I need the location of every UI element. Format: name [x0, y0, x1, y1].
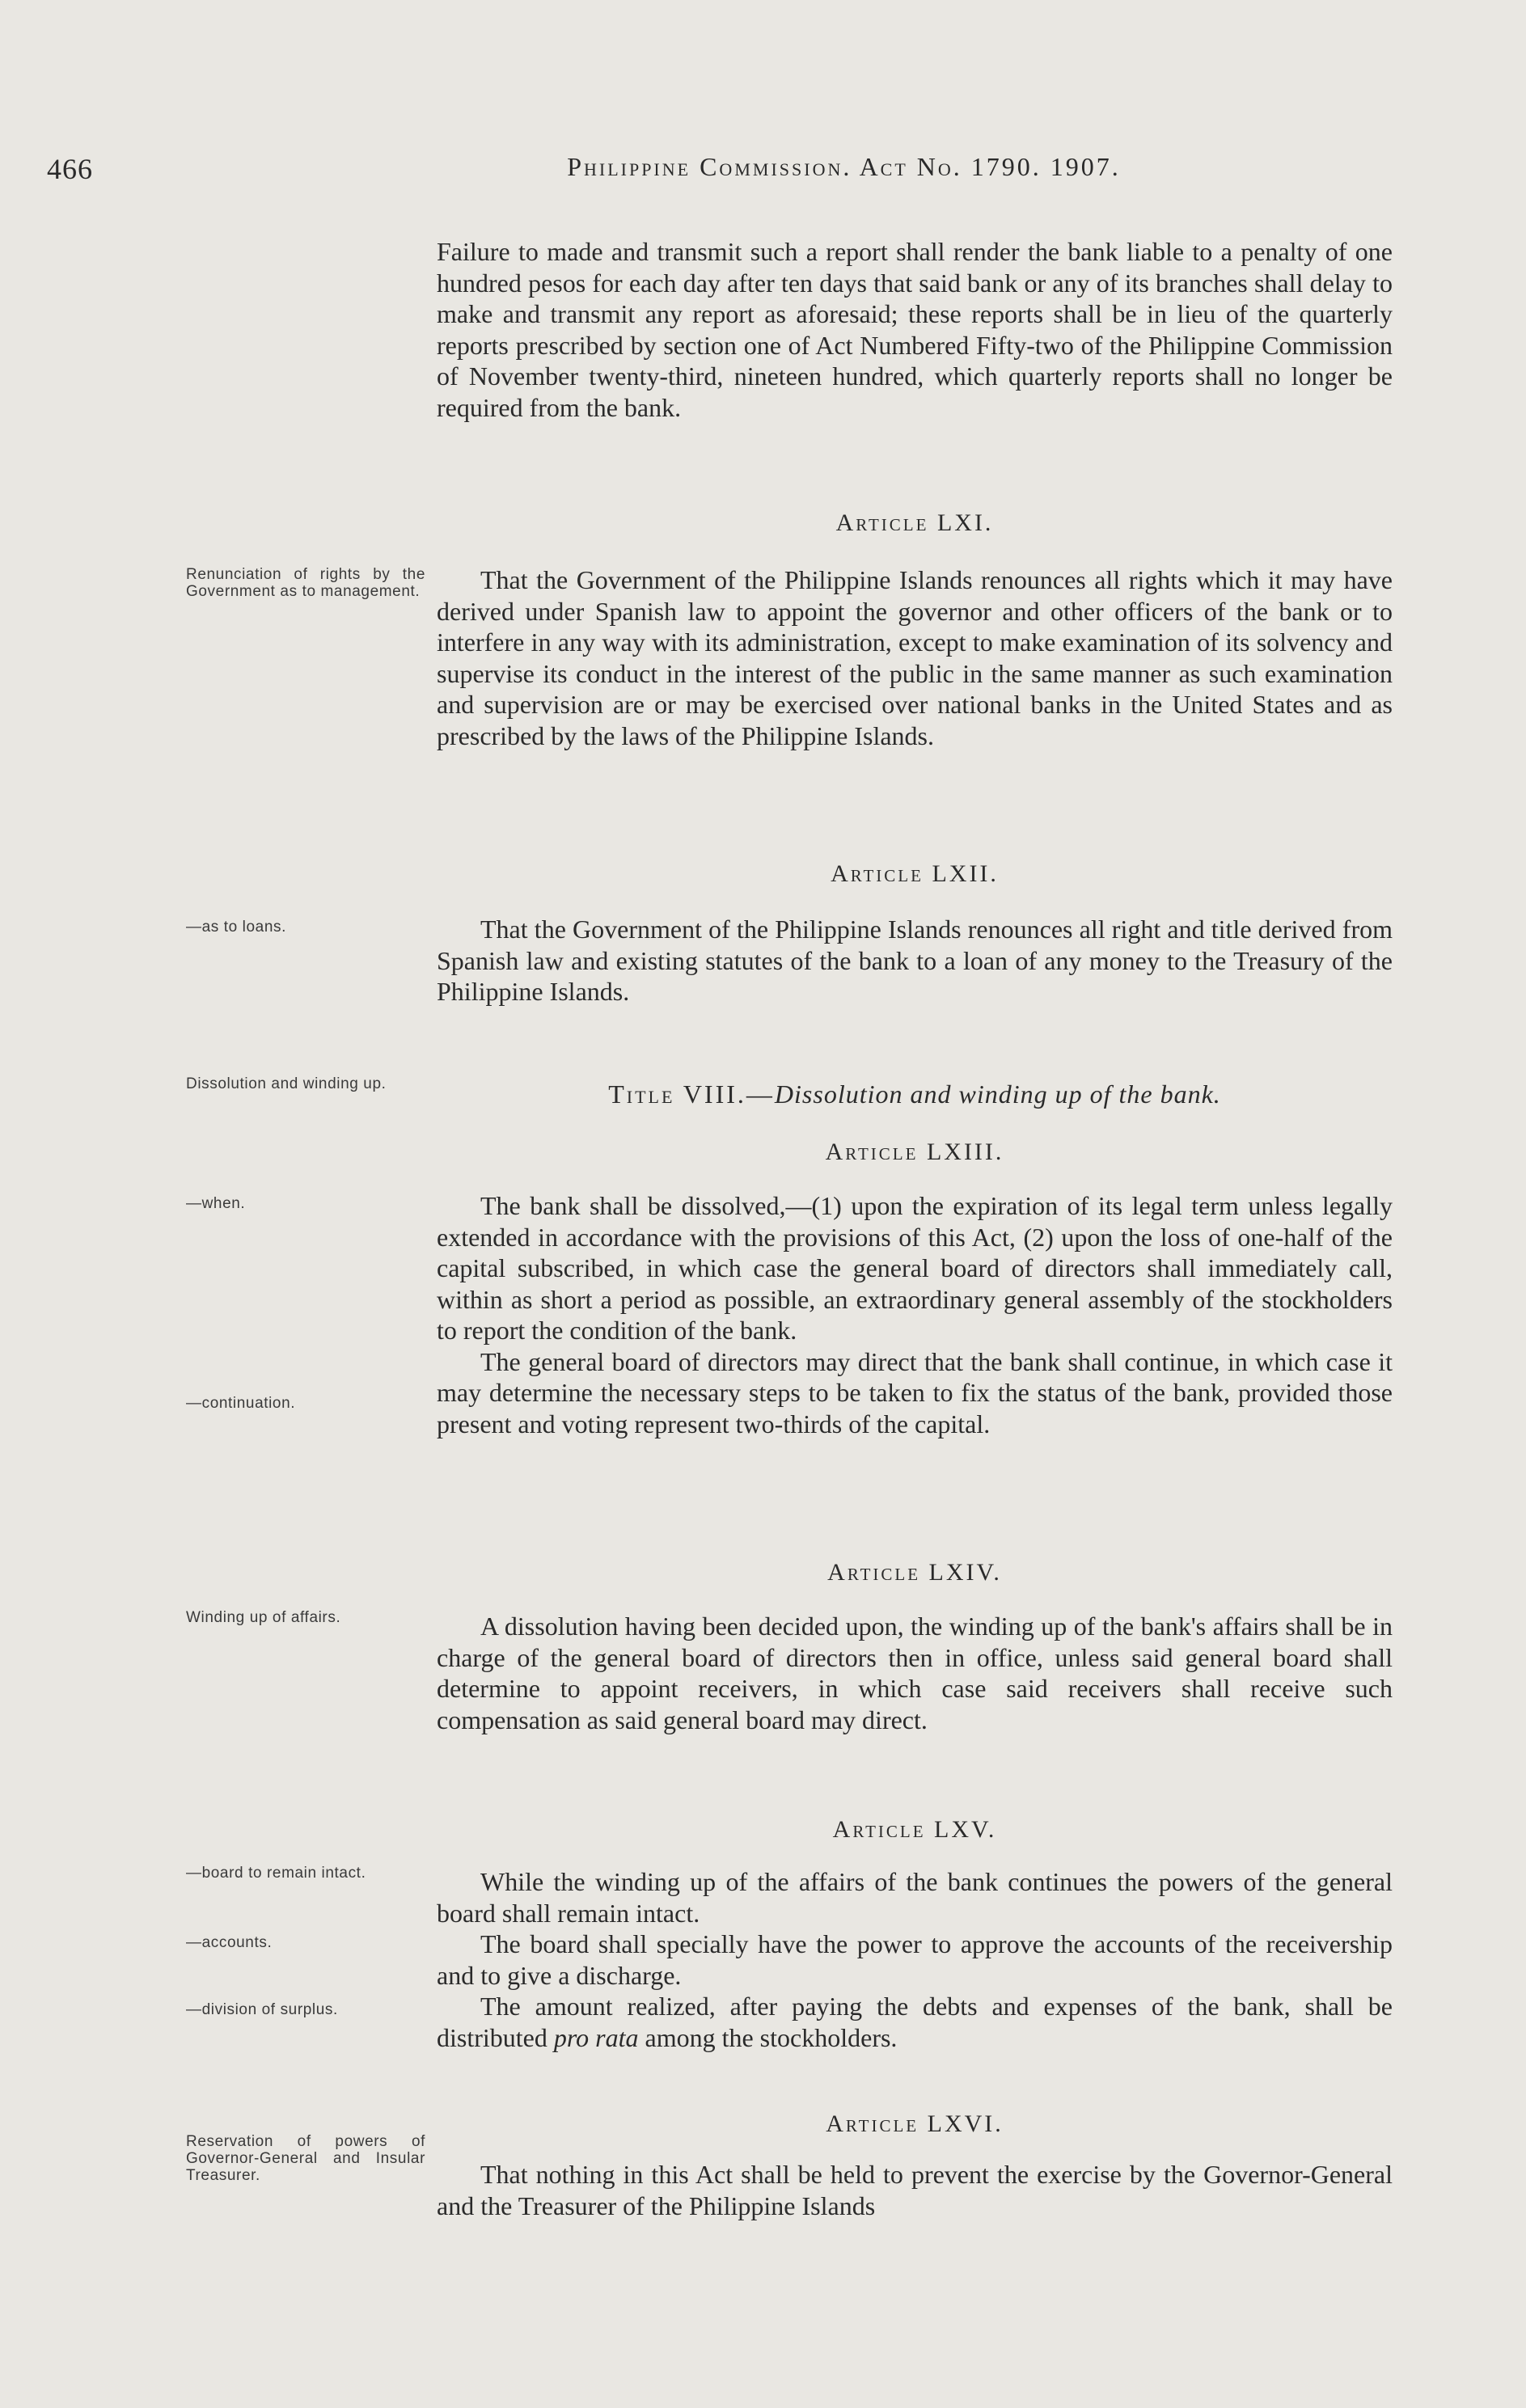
article-heading-lxvi: Article LXVI. — [826, 2110, 1004, 2137]
margin-note-division-surplus: —division of surplus. — [186, 2001, 338, 2018]
article-lxiii-body — [437, 1190, 1393, 1439]
margin-note-board-intact: —board to remain intact. — [186, 1865, 366, 1882]
page-number: 466 — [47, 153, 93, 185]
article-lxi-body — [437, 564, 1393, 751]
paragraph-art65-distribution — [437, 1991, 1393, 2053]
paragraph-art65-accounts: The board shall specially have the power to approve the accounts of the receivership and to give a discharge. — [437, 1929, 1393, 1990]
title-viii-heading — [437, 1079, 1393, 1109]
title-label: Title VIII.— — [608, 1079, 775, 1109]
paragraph-art66: That nothing in this Act shall be held to prevent the exercise by the Governor-General and the Treasurer of the Philippine Islands — [437, 2160, 1393, 2220]
article-heading-lxi: Article LXI. — [835, 509, 994, 536]
art65-c-italic: pro rata — [553, 2022, 639, 2052]
paragraph-art61: That the Government of the Philippine Islands renounces all rights which it may have derived under Spanish law to appoint the governor and other officers of the bank or to interfere in any way with its administration, except to make examination of its solvency and supervise its conduct in the interest of the public in the same manner as such examination and supervision are or may be exercised over national banks in the United States and as prescribed by the laws of the Philippine Islands. — [437, 565, 1393, 750]
margin-note-renunciation: Renunciation of rights by the Government as to management. — [186, 566, 425, 600]
body-paragraph — [437, 236, 1393, 423]
margin-note-when: —when. — [186, 1195, 246, 1212]
paragraph-art63-dissolution: The bank shall be dissolved,—(1) upon the expiration of its legal term unless legally extended in accordance with the provisions of this Act, (2) upon the loss of one-half of the capital subscribed, in which case the general board of directors shall immediately call, within as short a period as possible, an extraordinary general assembly of the stockholders to report the condition of the bank. — [437, 1191, 1393, 1345]
margin-note-accounts: —accounts. — [186, 1934, 273, 1951]
art65-c-pre: The amount realized, after paying the debts and expenses of the bank, shall be distributed — [437, 1992, 1393, 2052]
article-heading-lxv: Article LXV. — [832, 1816, 997, 1843]
margin-note-reservation: Reservation of powers of Governor-General and Insular Treasurer. — [186, 2133, 425, 2184]
article-heading-lxiv: Article LXIV. — [827, 1559, 1002, 1586]
article-heading-lxii: Article LXII. — [831, 860, 999, 887]
margin-note-continuation: —continuation. — [186, 1395, 296, 1412]
paragraph-art63-continue: The general board of directors may direct that the bank shall continue, in which case it may determine the necessary steps to be taken to fix the status of the bank, provided those present and voting represent two-thirds of the capital. — [437, 1346, 1393, 1438]
article-lxiv-body — [437, 1611, 1393, 1735]
margin-note-dissolution: Dissolution and winding up. — [186, 1075, 387, 1092]
art65-c-post: among the stockholders. — [638, 2022, 898, 2052]
margin-note-loans: —as to loans. — [186, 919, 286, 936]
title-text: Dissolution and winding up of the bank. — [774, 1079, 1221, 1109]
article-lxv-body — [437, 1866, 1393, 2053]
paragraph-failure-report: Failure to made and transmit such a report shall render the bank liable to a penalty of one hundred pesos for each day after ten days that said bank or any of its branches shall delay to make and transmit any report as aforesaid; these reports shall be in lieu of the quarterly reports prescribed by section one of Act Numbered Fifty-two of the Philippine Commission of November twenty-third, nineteen hundred, which quarterly reports shall no longer be required from the bank. — [437, 237, 1393, 422]
paragraph-art62: That the Government of the Philippine Islands renounces all right and title derived from Spanish law and existing statutes of the bank to a loan of any money to the Treasury of the Philippine Islands. — [437, 915, 1393, 1006]
article-lxii-body — [437, 914, 1393, 1008]
paragraph-art65-powers: While the winding up of the affairs of the bank continues the powers of the general board shall remain intact. — [437, 1867, 1393, 1928]
margin-note-winding-affairs: Winding up of affairs. — [186, 1609, 341, 1626]
article-lxvi-body — [437, 2159, 1393, 2221]
article-heading-lxiii: Article LXIII. — [825, 1139, 1004, 1165]
paragraph-art64: A dissolution having been decided upon, the winding up of the bank's affairs shall be in charge of the general board of directors then in office, unless said general board shall determine to appoint receivers, in which case said receivers shall receive such compensation as said general board may direct. — [437, 1612, 1393, 1734]
running-title: Philippine Commission. Act No. 1790. 1907. — [567, 152, 1121, 181]
